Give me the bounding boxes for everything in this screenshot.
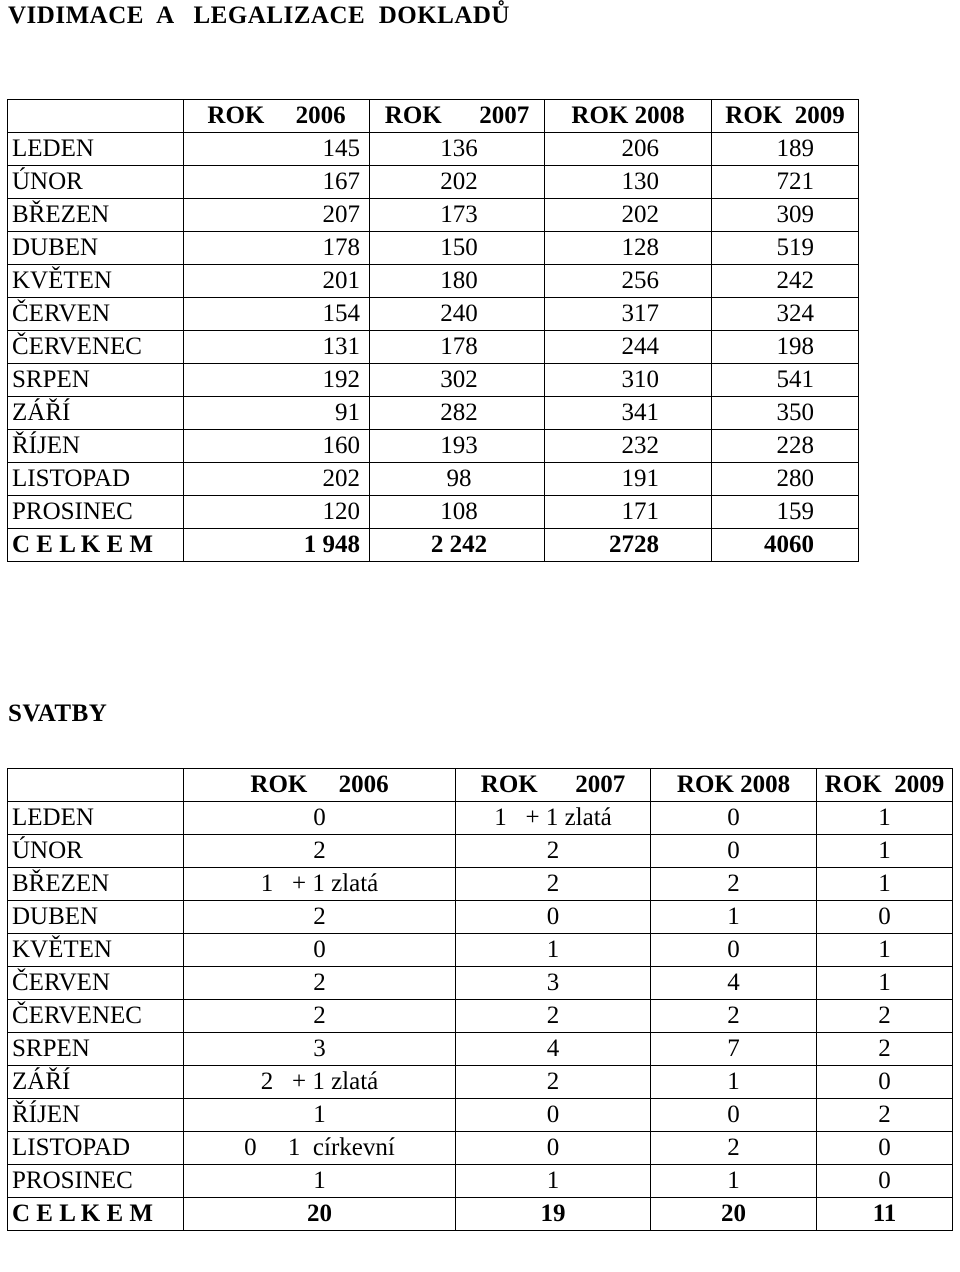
value-cell: 341 — [545, 397, 712, 430]
value-cell: 4 — [456, 1033, 651, 1066]
total-value-cell: 1 948 — [184, 529, 370, 562]
value-cell: 1 — [456, 1165, 651, 1198]
value-cell: 350 — [712, 397, 859, 430]
table-row — [8, 934, 953, 967]
header-row — [8, 769, 953, 802]
value-cell: 232 — [545, 430, 712, 463]
value-cell: 178 — [184, 232, 370, 265]
header-cell-year: ROK 2009 — [712, 100, 859, 133]
month-cell: DUBEN — [8, 232, 184, 265]
month-cell: ČERVENEC — [8, 1000, 184, 1033]
header-cell-blank — [8, 769, 184, 802]
value-cell: 0 — [184, 802, 456, 835]
table-row — [8, 430, 859, 463]
value-cell: 0 — [651, 802, 817, 835]
month-cell: KVĚTEN — [8, 934, 184, 967]
value-cell: 2 — [456, 835, 651, 868]
table-row — [8, 1066, 953, 1099]
header-cell-year: ROK 2006 — [184, 100, 370, 133]
value-cell: 167 — [184, 166, 370, 199]
value-cell: 202 — [545, 199, 712, 232]
table-row — [8, 835, 953, 868]
value-cell: 3 — [456, 967, 651, 1000]
month-cell: LISTOPAD — [8, 1132, 184, 1165]
total-value-cell: 2728 — [545, 529, 712, 562]
total-value-cell: 11 — [817, 1198, 953, 1231]
total-value-cell: 19 — [456, 1198, 651, 1231]
header-cell-year: ROK 2008 — [545, 100, 712, 133]
value-cell: 171 — [545, 496, 712, 529]
month-cell: SRPEN — [8, 1033, 184, 1066]
vidimace-table — [7, 99, 859, 562]
total-row — [8, 1198, 953, 1231]
value-cell: 154 — [184, 298, 370, 331]
value-cell: 240 — [370, 298, 545, 331]
month-cell: DUBEN — [8, 901, 184, 934]
value-cell: 519 — [712, 232, 859, 265]
value-cell: 91 — [184, 397, 370, 430]
value-cell: 244 — [545, 331, 712, 364]
svatby-table — [7, 768, 953, 1231]
section-title-svatby: SVATBY — [8, 700, 108, 727]
month-cell: PROSINEC — [8, 496, 184, 529]
value-cell: 1 — [817, 868, 953, 901]
table-row — [8, 496, 859, 529]
value-cell: 2 — [456, 1066, 651, 1099]
table-row — [8, 199, 859, 232]
value-cell: 192 — [184, 364, 370, 397]
value-cell: 228 — [712, 430, 859, 463]
page-title: VIDIMACE A LEGALIZACE DOKLADŮ — [8, 2, 510, 29]
value-cell: 324 — [712, 298, 859, 331]
table-row — [8, 1033, 953, 1066]
table-row — [8, 1165, 953, 1198]
total-value-cell: 20 — [184, 1198, 456, 1231]
value-cell: 0 — [817, 1066, 953, 1099]
header-cell-year: ROK 2007 — [456, 769, 651, 802]
value-cell: 0 — [651, 934, 817, 967]
value-cell: 202 — [370, 166, 545, 199]
value-cell: 2 — [184, 835, 456, 868]
value-cell: 0 — [456, 901, 651, 934]
month-cell: ZÁŘÍ — [8, 397, 184, 430]
total-row — [8, 529, 859, 562]
value-cell: 3 — [184, 1033, 456, 1066]
value-cell: 160 — [184, 430, 370, 463]
value-cell: 193 — [370, 430, 545, 463]
value-cell: 282 — [370, 397, 545, 430]
month-cell: ČERVEN — [8, 298, 184, 331]
value-cell: 0 — [817, 1165, 953, 1198]
value-cell: 1 — [651, 1066, 817, 1099]
table-row — [8, 802, 953, 835]
value-cell: 136 — [370, 133, 545, 166]
value-cell: 189 — [712, 133, 859, 166]
table-row — [8, 331, 859, 364]
table-row — [8, 133, 859, 166]
header-cell-year: ROK 2006 — [184, 769, 456, 802]
value-cell: 1 — [184, 1099, 456, 1132]
value-cell: 207 — [184, 199, 370, 232]
month-cell: LISTOPAD — [8, 463, 184, 496]
total-value-cell: 4060 — [712, 529, 859, 562]
value-cell: 721 — [712, 166, 859, 199]
table-row — [8, 901, 953, 934]
value-cell: 2 — [184, 901, 456, 934]
month-cell: ŘÍJEN — [8, 430, 184, 463]
month-cell: SRPEN — [8, 364, 184, 397]
table-row — [8, 397, 859, 430]
value-cell: 159 — [712, 496, 859, 529]
value-cell: 317 — [545, 298, 712, 331]
value-cell: 242 — [712, 265, 859, 298]
table-row — [8, 265, 859, 298]
value-cell: 120 — [184, 496, 370, 529]
value-cell: 2 — [651, 868, 817, 901]
month-cell: LEDEN — [8, 133, 184, 166]
value-cell: 2 — [817, 1033, 953, 1066]
value-cell: 280 — [712, 463, 859, 496]
value-cell: 309 — [712, 199, 859, 232]
month-cell: BŘEZEN — [8, 868, 184, 901]
table-row — [8, 1000, 953, 1033]
value-cell: 2 — [456, 868, 651, 901]
value-cell: 0 — [817, 901, 953, 934]
value-cell: 2 — [184, 967, 456, 1000]
value-cell: 2 — [651, 1000, 817, 1033]
month-cell: ČERVENEC — [8, 331, 184, 364]
value-cell: 130 — [545, 166, 712, 199]
month-cell: KVĚTEN — [8, 265, 184, 298]
value-cell: 1 — [184, 1165, 456, 1198]
month-cell: ÚNOR — [8, 166, 184, 199]
value-cell: 1 — [651, 901, 817, 934]
value-cell: 302 — [370, 364, 545, 397]
value-cell: 2 — [184, 1000, 456, 1033]
total-value-cell: 20 — [651, 1198, 817, 1231]
value-cell: 0 — [456, 1099, 651, 1132]
header-row — [8, 100, 859, 133]
value-cell: 1 — [456, 934, 651, 967]
header-cell-year: ROK 2008 — [651, 769, 817, 802]
value-cell: 0 — [651, 835, 817, 868]
value-cell: 131 — [184, 331, 370, 364]
value-cell: 191 — [545, 463, 712, 496]
value-cell: 7 — [651, 1033, 817, 1066]
value-cell: 145 — [184, 133, 370, 166]
total-value-cell: 2 242 — [370, 529, 545, 562]
value-cell: 150 — [370, 232, 545, 265]
table-row — [8, 166, 859, 199]
table-row — [8, 967, 953, 1000]
value-cell: 541 — [712, 364, 859, 397]
value-cell: 1 — [651, 1165, 817, 1198]
value-cell: 198 — [712, 331, 859, 364]
header-cell-year: ROK 2007 — [370, 100, 545, 133]
value-cell: 256 — [545, 265, 712, 298]
value-cell: 0 — [456, 1132, 651, 1165]
value-cell: 206 — [545, 133, 712, 166]
month-cell: LEDEN — [8, 802, 184, 835]
value-cell: 4 — [651, 967, 817, 1000]
table-row — [8, 868, 953, 901]
table-row — [8, 232, 859, 265]
value-cell: 98 — [370, 463, 545, 496]
header-cell-blank — [8, 100, 184, 133]
month-cell: ÚNOR — [8, 835, 184, 868]
value-cell: 180 — [370, 265, 545, 298]
month-cell: ČERVEN — [8, 967, 184, 1000]
value-cell: 310 — [545, 364, 712, 397]
value-cell: 202 — [184, 463, 370, 496]
table-row — [8, 298, 859, 331]
header-cell-year: ROK 2009 — [817, 769, 953, 802]
value-cell: 1 + 1 zlatá — [184, 868, 456, 901]
value-cell: 2 + 1 zlatá — [184, 1066, 456, 1099]
value-cell: 0 1 církevní — [184, 1132, 456, 1165]
value-cell: 178 — [370, 331, 545, 364]
value-cell: 2 — [817, 1099, 953, 1132]
value-cell: 1 — [817, 835, 953, 868]
value-cell: 1 — [817, 802, 953, 835]
value-cell: 108 — [370, 496, 545, 529]
value-cell: 201 — [184, 265, 370, 298]
table-row — [8, 463, 859, 496]
value-cell: 1 + 1 zlatá — [456, 802, 651, 835]
month-cell: ŘÍJEN — [8, 1099, 184, 1132]
total-label: C E L K E M — [8, 529, 184, 562]
value-cell: 1 — [817, 967, 953, 1000]
value-cell: 2 — [456, 1000, 651, 1033]
value-cell: 0 — [817, 1132, 953, 1165]
value-cell: 1 — [817, 934, 953, 967]
table-row — [8, 1132, 953, 1165]
value-cell: 2 — [651, 1132, 817, 1165]
month-cell: BŘEZEN — [8, 199, 184, 232]
value-cell: 128 — [545, 232, 712, 265]
value-cell: 2 — [817, 1000, 953, 1033]
value-cell: 173 — [370, 199, 545, 232]
month-cell: PROSINEC — [8, 1165, 184, 1198]
table-row — [8, 364, 859, 397]
total-label: C E L K E M — [8, 1198, 184, 1231]
value-cell: 0 — [651, 1099, 817, 1132]
month-cell: ZÁŘÍ — [8, 1066, 184, 1099]
table-row — [8, 1099, 953, 1132]
value-cell: 0 — [184, 934, 456, 967]
